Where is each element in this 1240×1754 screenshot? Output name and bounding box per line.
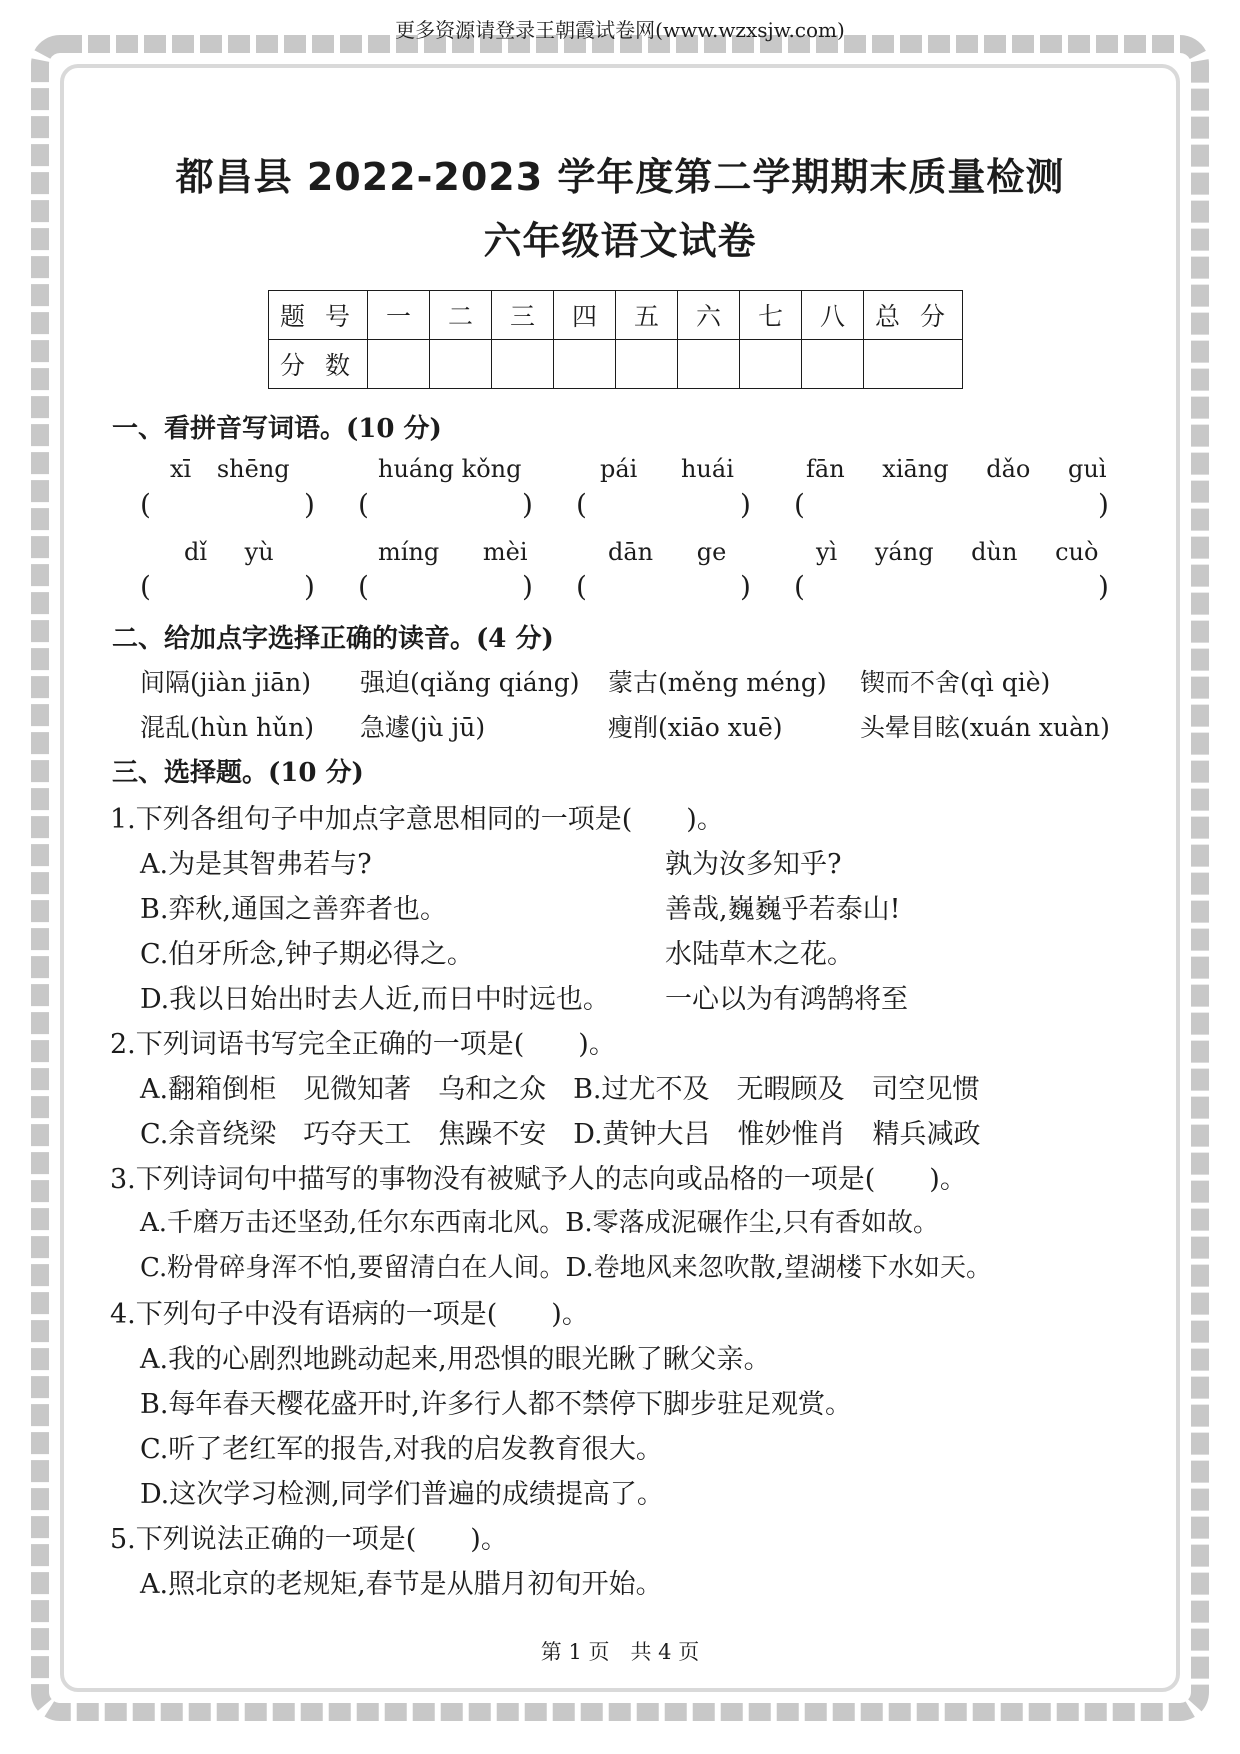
score-cell[interactable] [368, 340, 430, 389]
question-3-options-line: A.千磨万击还坚劲,任尔东西南北风。B.零落成泥碾作尘,只有香如故。 [140, 1208, 939, 1238]
question-3-stem: 3.下列诗词句中描写的事物没有被赋予人的志向或品格的一项是( )。 [110, 1164, 967, 1195]
score-cell[interactable] [430, 340, 492, 389]
row-header-score: 分 数 [269, 340, 368, 389]
score-table-header-row [269, 291, 963, 340]
section-1-heading: 一、看拼音写词语。(10 分) [112, 414, 442, 444]
source-watermark-text: 更多资源请登录王朝霞试卷网(www.wzxsjw.com) [395, 18, 845, 42]
answer-paren-close: ) [304, 488, 315, 521]
answer-paren-open: ( [140, 570, 151, 603]
pinyin-item: dān ge [608, 538, 727, 566]
column-header: 三 [492, 291, 554, 340]
column-header: 四 [554, 291, 616, 340]
answer-paren-open: ( [794, 488, 805, 521]
score-cell[interactable] [678, 340, 740, 389]
pinyin-item: xī shēng [170, 455, 290, 483]
reading-item: 锲而不舍(qì qiè) [860, 668, 1051, 697]
score-cell[interactable] [554, 340, 616, 389]
question-1-stem: 1.下列各组句子中加点字意思相同的一项是( )。 [110, 804, 724, 835]
score-cell[interactable] [492, 340, 554, 389]
question-1-option-pair: 善哉,巍巍乎若泰山! [665, 894, 901, 925]
question-2-stem: 2.下列词语书写完全正确的一项是( )。 [110, 1029, 616, 1060]
score-cell[interactable] [616, 340, 678, 389]
answer-paren-close: ) [740, 488, 751, 521]
reading-item: 混乱(hùn hǔn) [140, 713, 315, 742]
question-1-option: D.我以日始出时去人近,而日中时远也。 [140, 984, 610, 1015]
reading-item: 急遽(jù jū) [360, 713, 486, 742]
question-1-option: B.弈秋,通国之善弈者也。 [140, 894, 448, 925]
answer-paren-open: ( [358, 488, 369, 521]
score-cell[interactable] [740, 340, 802, 389]
column-header: 八 [802, 291, 864, 340]
pinyin-item: míng mèi [378, 538, 528, 566]
question-1-option-pair: 一心以为有鸿鹄将至 [665, 984, 908, 1015]
reading-item: 间隔(jiàn jiān) [140, 668, 311, 697]
pinyin-item: pái huái [600, 455, 734, 483]
score-table [268, 290, 963, 389]
reading-item: 瘦削(xiāo xuē) [608, 713, 783, 742]
answer-paren-close: ) [304, 570, 315, 603]
question-1-option-pair: 水陆草木之花。 [665, 939, 854, 970]
total-score-cell[interactable] [864, 340, 963, 389]
question-1-option: A.为是其智弗若与? [140, 849, 372, 880]
row-header-question: 题 号 [269, 291, 368, 340]
pinyin-item: dǐ yù [184, 538, 274, 566]
answer-paren-close: ) [522, 570, 533, 603]
answer-paren-open: ( [140, 488, 151, 521]
section-2-heading: 二、给加点字选择正确的读音。(4 分) [112, 624, 554, 654]
question-1-option-pair: 孰为汝多知乎? [665, 849, 842, 880]
column-header: 六 [678, 291, 740, 340]
column-header: 七 [740, 291, 802, 340]
score-cell[interactable] [802, 340, 864, 389]
answer-paren-open: ( [576, 488, 587, 521]
answer-paren-open: ( [358, 570, 369, 603]
question-3-options-line: C.粉骨碎身浑不怕,要留清白在人间。D.卷地风来忽吹散,望湖楼下水如天。 [140, 1253, 992, 1283]
question-4-stem: 4.下列句子中没有语病的一项是( )。 [110, 1299, 589, 1330]
answer-paren-close: ) [522, 488, 533, 521]
column-header: 一 [368, 291, 430, 340]
pinyin-item: yì yáng dùn cuò [816, 538, 1099, 566]
column-header: 二 [430, 291, 492, 340]
section-3-heading: 三、选择题。(10 分) [112, 758, 364, 788]
pinyin-item: fān xiāng dǎo guì [806, 455, 1107, 483]
exam-title: 都昌县 2022-2023 学年度第二学期期末质量检测 [175, 155, 1065, 199]
score-table-score-row [269, 340, 963, 389]
question-5-stem: 5.下列说法正确的一项是( )。 [110, 1524, 508, 1555]
question-1-option: C.伯牙所念,钟子期必得之。 [140, 939, 474, 970]
reading-item: 蒙古(měng méng) [608, 668, 827, 697]
answer-paren-close: ) [740, 570, 751, 603]
answer-paren-close: ) [1098, 488, 1109, 521]
answer-paren-close: ) [1098, 570, 1109, 603]
exam-subtitle: 六年级语文试卷 [483, 219, 757, 263]
question-4-option: D.这次学习检测,同学们普遍的成绩提高了。 [140, 1479, 664, 1510]
column-header: 五 [616, 291, 678, 340]
reading-item: 强迫(qiǎng qiáng) [360, 668, 580, 697]
column-header-total: 总 分 [864, 291, 963, 340]
question-4-option: C.听了老红军的报告,对我的启发教育很大。 [140, 1434, 663, 1465]
answer-paren-open: ( [576, 570, 587, 603]
pinyin-item: huáng kǒng [378, 455, 522, 483]
question-2-options-line: A.翻箱倒柜 见微知著 乌和之众 B.过尤不及 无暇顾及 司空见惯 [140, 1074, 980, 1105]
question-4-option: A.我的心剧烈地跳动起来,用恐惧的眼光瞅了瞅父亲。 [140, 1344, 771, 1375]
question-5-option: A.照北京的老规矩,春节是从腊月初旬开始。 [140, 1569, 663, 1600]
question-4-option: B.每年春天樱花盛开时,许多行人都不禁停下脚步驻足观赏。 [140, 1389, 853, 1420]
question-2-options-line: C.余音绕梁 巧夺天工 焦躁不安 D.黄钟大吕 惟妙惟肖 精兵减政 [140, 1119, 981, 1150]
answer-paren-open: ( [794, 570, 805, 603]
reading-item: 头晕目眩(xuán xuàn) [860, 713, 1110, 742]
page-number: 第 1 页 共 4 页 [540, 1640, 700, 1664]
